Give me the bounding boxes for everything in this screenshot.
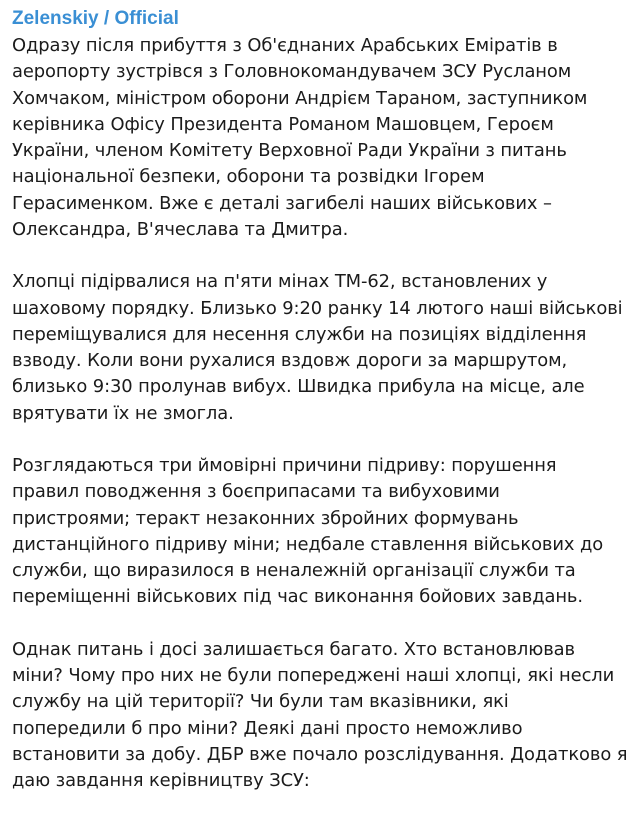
text-line: Герасименком. Вже є деталі загибелі наших військових – <box>12 192 552 214</box>
text-line: службу на цій території? Чи були там вказівники, які <box>12 691 509 713</box>
paragraph-1 <box>12 33 627 243</box>
text-line: взводу. Коли вони рухалися вздовж дороги за маршрутом, <box>12 350 568 371</box>
text-line: встановити за добу. ДБР вже почало розслідування. Додатково я <box>12 743 628 765</box>
text-line: переміщенні військових під час виконання бойових завдань. <box>12 586 583 608</box>
text-line: керівника Офісу Президента Романом Машовцем, Героєм <box>12 113 554 135</box>
text-line: Хлопці підірвалися на п'яти мінах ТМ-62, встановлених у <box>12 271 548 293</box>
text-line: Розглядаються три ймовірні причини підриву: порушення <box>12 455 557 476</box>
paragraph-2 <box>12 269 627 427</box>
text-line: Однак питань і досі залишається багато. Хто встановлював <box>12 638 575 660</box>
text-line: України, членом Комітету Верховної Ради України з питань <box>12 140 567 161</box>
paragraph-3 <box>12 453 627 611</box>
text-line: Одразу після прибуття з Об'єднаних Арабських Еміратів в <box>12 35 558 56</box>
text-line: міни? Чому про них не були попереджені наші хлопці, які несли <box>12 665 615 686</box>
post-body <box>12 33 627 794</box>
text-line: врятувати їх не змогла. <box>12 402 234 424</box>
text-line: дистанційного підриву міни; недбале ставлення військових до <box>12 533 604 555</box>
paragraph-gap <box>12 611 627 637</box>
text-line: даю завдання керівництву ЗСУ: <box>12 770 310 791</box>
text-line: національної безпеки, оборони та розвідки Ігорем <box>12 166 485 188</box>
text-line: Хомчаком, міністром оборони Андрієм Тараном, заступником <box>12 87 588 109</box>
text-line: близько 9:30 пролунав вибух. Швидка прибула на місце, але <box>12 376 585 398</box>
channel-name[interactable]: Zelenskiy / Official <box>12 8 179 29</box>
text-line: шаховому порядку. Близько 9:20 ранку 14 лютого наші військові <box>12 297 623 319</box>
text-line: попередили б про міни? Деякі дані просто неможливо <box>12 717 523 739</box>
paragraph-4 <box>12 637 627 795</box>
text-line: Олександра, В'ячеслава та Дмитра. <box>12 218 349 240</box>
text-line: пристроями; теракт незаконних збройних формувань <box>12 507 519 529</box>
text-line: переміщувалися для несення служби на позиціях відділення <box>12 323 587 345</box>
paragraph-gap <box>12 427 627 453</box>
text-line: аеропорту зустрівся з Головнокомандувачем ЗСУ Русланом <box>12 61 572 83</box>
text-line: правил поводження з боєприпасами та вибуховими <box>12 481 500 503</box>
text-line: служби, що виразилося в неналежній організації служби та <box>12 560 576 581</box>
paragraph-gap <box>12 243 627 269</box>
